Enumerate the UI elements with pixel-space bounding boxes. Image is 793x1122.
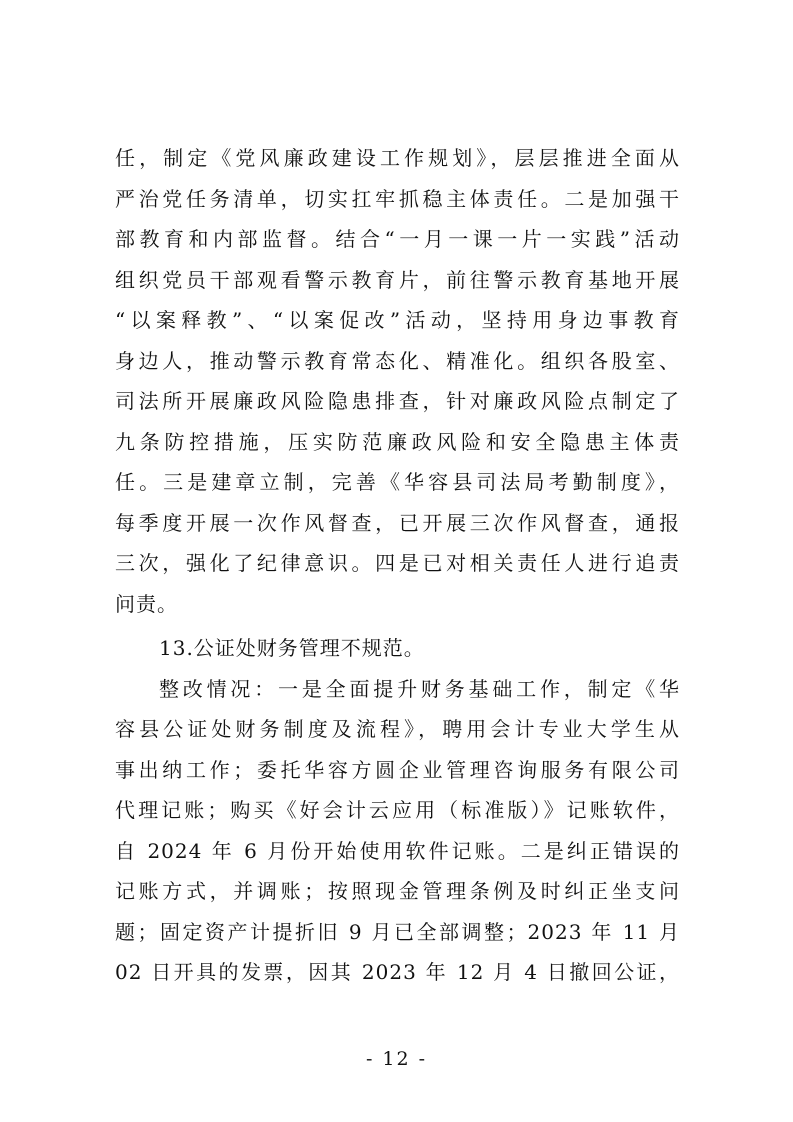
text-line: 记账方式，并调账；按照现金管理条例及时纠正坐支问	[115, 879, 680, 903]
text-line: 容县公证处财务制度及流程》，聘用会计专业大学生从	[115, 717, 680, 741]
text-line: 整改情况：一是全面提升财务基础工作，制定《华	[159, 676, 680, 701]
text-line: 组织党员干部观看警示教育片，前往警示教育基地开展	[115, 267, 680, 292]
text-line: 13.公证处财务管理不规范。	[159, 636, 425, 660]
text-line: 问责。	[115, 591, 178, 616]
text-line: 司法所开展廉政风险隐患排查，针对廉政风险点制定了	[115, 389, 680, 413]
text-line: 身边人，推动警示教育常态化、精准化。组织各股室、	[115, 348, 680, 373]
text-line: 任。三是建章立制，完善《华容县司法局考勤制度》，	[115, 470, 680, 494]
page-number: - 12 -	[365, 1048, 428, 1070]
text-line: 部教育和内部监督。结合“一月一课一片一实践”活动	[115, 227, 680, 251]
body-text	[115, 138, 680, 993]
text-line: 事出纳工作；委托华容方圆企业管理咨询服务有限公司	[115, 757, 680, 782]
text-line: 自 2024 年 6 月份开始使用软件记账。二是纠正错误的	[115, 838, 680, 863]
text-line: 三次，强化了纪律意识。四是已对相关责任人进行追责	[115, 551, 680, 575]
text-line: 九条防控措施，压实防范廉政风险和安全隐患主体责	[115, 429, 680, 454]
text-line: 严治党任务清单，切实扛牢抓稳主体责任。二是加强干	[115, 186, 680, 211]
text-line: 代理记账；购买《好会计云应用（标准版）》记账软件，	[115, 798, 680, 822]
text-line: 每季度开展一次作风督查，已开展三次作风督查，通报	[115, 510, 680, 535]
text-line: “以案释教”、“以案促改”活动，坚持用身边事教育	[115, 308, 680, 332]
text-line: 02 日开具的发票，因其 2023 年 12 月 4 日撤回公证，	[115, 960, 680, 984]
text-line: 任，制定《党风廉政建设工作规划》，层层推进全面从	[115, 146, 680, 170]
text-line: 题；固定资产计提折旧 9 月已全部调整；2023 年 11 月	[115, 919, 680, 944]
